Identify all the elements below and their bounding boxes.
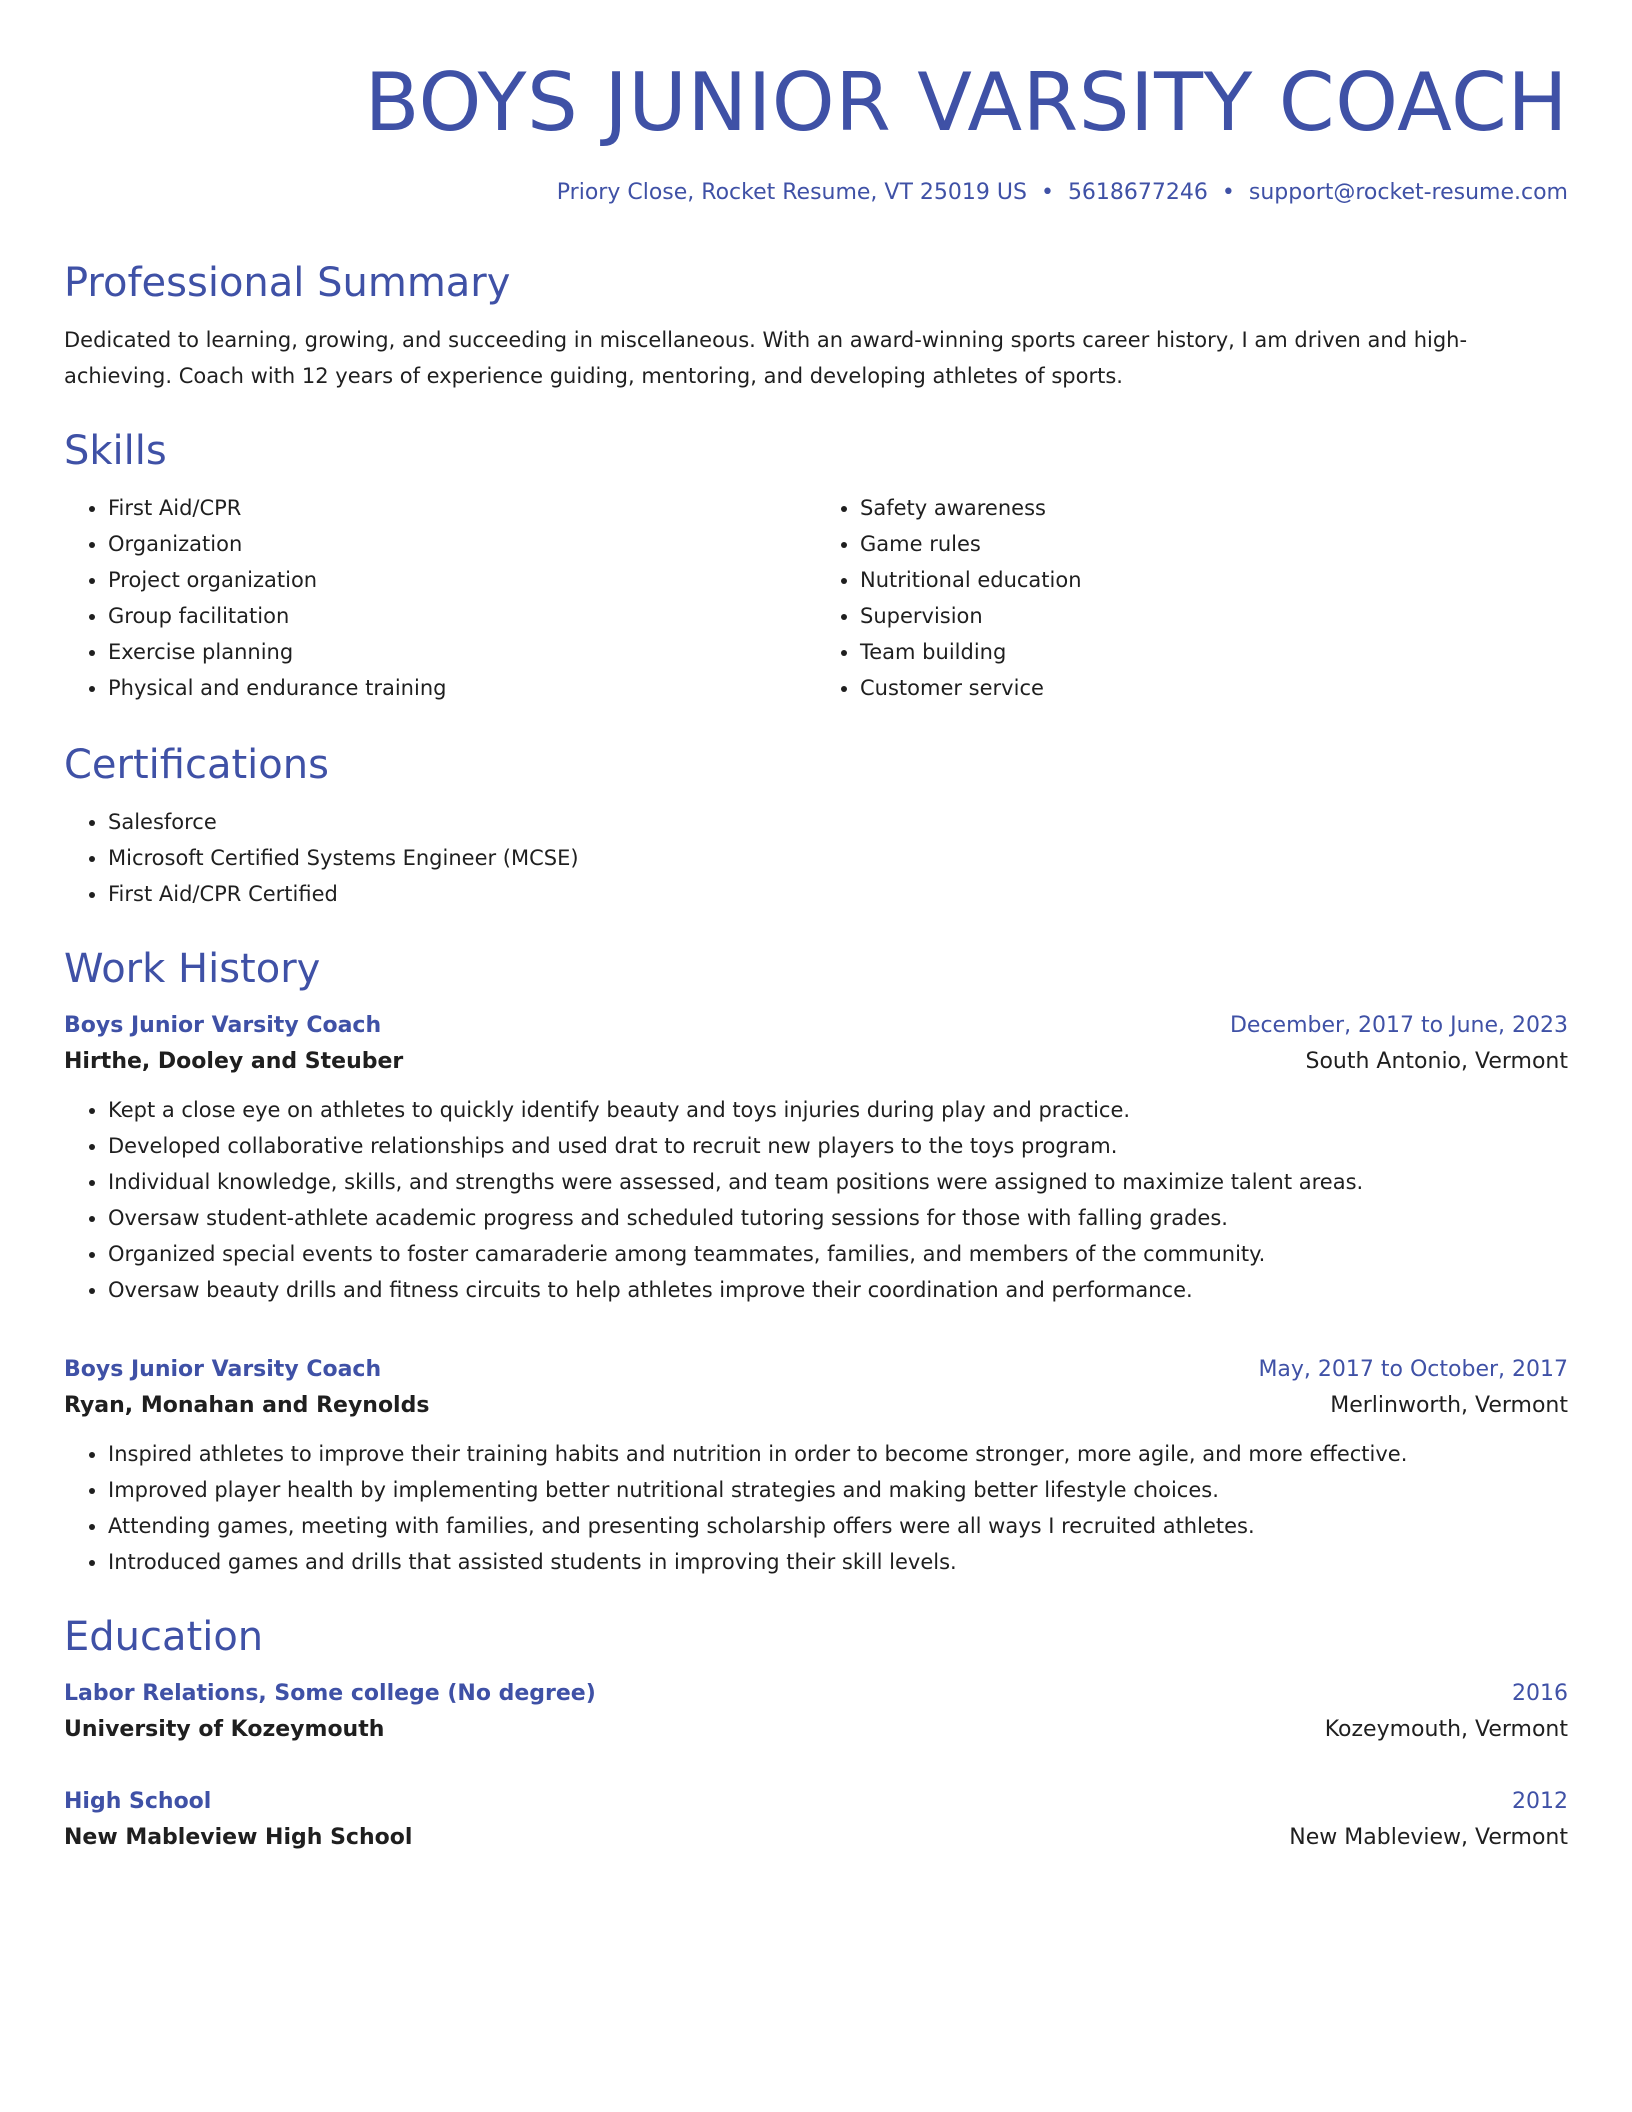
education-location: Kozeymouth, Vermont (1324, 1717, 1568, 1742)
job-location: South Antonio, Vermont (1305, 1049, 1568, 1074)
job-bullet: • Individual knowledge, skills, and strengths were assessed, and team positions were assigned to maximize talent areas. (108, 1164, 1568, 1200)
skill-item: • Exercise planning (108, 634, 816, 670)
education-degree: Labor Relations, Some college (No degree) (64, 1681, 596, 1706)
skills-section (64, 426, 1568, 706)
education-degree-row (64, 1676, 1568, 1712)
skill-item: • First Aid/CPR (108, 490, 816, 526)
resume-header (64, 0, 1568, 208)
skill-item: • Supervision (860, 598, 1568, 634)
job-title-row (64, 1008, 1568, 1044)
skills-columns (64, 490, 1568, 706)
skills-list-left (64, 490, 816, 706)
education-location: New Mableview, Vermont (1289, 1825, 1568, 1850)
contact-address: Priory Close, Rocket Resume, VT 25019 US (556, 180, 1027, 205)
skills-list-right (816, 490, 1568, 706)
skill-item: • Organization (108, 526, 816, 562)
contact-line (64, 178, 1568, 208)
section-heading-education: Education (64, 1614, 264, 1660)
job-title-row (64, 1352, 1568, 1388)
education-school: University of Kozeymouth (64, 1717, 385, 1742)
education-school: New Mableview High School (64, 1825, 413, 1850)
job-company: Hirthe, Dooley and Steuber (64, 1049, 404, 1074)
skill-item: • Group facilitation (108, 598, 816, 634)
section-heading-summary: Professional Summary (64, 260, 511, 306)
job-bullet: • Attending games, meeting with families, and presenting scholarship offers were all ways I recruited athletes. (108, 1508, 1568, 1544)
education-degree-row (64, 1784, 1568, 1820)
skill-item: • Game rules (860, 526, 1568, 562)
candidate-title: BOYS JUNIOR VARSITY COACH (364, 56, 1568, 149)
skill-item: • Project organization (108, 562, 816, 598)
education-section (64, 1612, 1568, 1856)
education-entry (64, 1676, 1568, 1748)
section-heading-skills: Skills (64, 428, 167, 474)
job-bullet: • Oversaw beauty drills and fitness circuits to help athletes improve their coordination and performance. (108, 1272, 1568, 1308)
job-bullets (64, 1436, 1568, 1580)
section-heading-certifications: Certifications (64, 742, 329, 788)
job-bullets (64, 1092, 1568, 1308)
certification-item: • First Aid/CPR Certified (108, 876, 1568, 912)
contact-email: support@rocket-resume.com (1248, 180, 1568, 205)
certifications-section (64, 740, 1568, 912)
job-bullet: • Oversaw student-athlete academic progress and scheduled tutoring sessions for those with falling grades. (108, 1200, 1568, 1236)
job-bullet: • Inspired athletes to improve their training habits and nutrition in order to become stronger, more agile, and more effective. (108, 1436, 1568, 1472)
job-bullet: • Improved player health by implementing better nutritional strategies and making better lifestyle choices. (108, 1472, 1568, 1508)
skill-item: • Team building (860, 634, 1568, 670)
education-year: 2016 (1512, 1681, 1568, 1706)
contact-separator: • (1221, 180, 1235, 205)
summary-text: Dedicated to learning, growing, and succeeding in miscellaneous. With an award-winning sports career history, I am driven and high-achieving. Coach with 12 years of experience guiding, mentoring, and developing athletes of sports. (64, 328, 1468, 388)
job-location: Merlinworth, Vermont (1330, 1393, 1568, 1418)
job-company: Ryan, Monahan and Reynolds (64, 1393, 430, 1418)
education-entry (64, 1784, 1568, 1856)
job-title: Boys Junior Varsity Coach (64, 1013, 382, 1038)
job-bullet: • Kept a close eye on athletes to quickly identify beauty and toys injuries during play and practice. (108, 1092, 1568, 1128)
skill-item: • Customer service (860, 670, 1568, 706)
job-bullet: • Introduced games and drills that assisted students in improving their skill levels. (108, 1544, 1568, 1580)
skill-item: • Physical and endurance training (108, 670, 816, 706)
section-heading-work: Work History (64, 946, 321, 992)
job-company-row (64, 1044, 1568, 1080)
work-history-section (64, 944, 1568, 1580)
contact-separator: • (1040, 180, 1054, 205)
job-company-row (64, 1388, 1568, 1424)
education-degree: High School (64, 1789, 212, 1814)
skill-item: • Safety awareness (860, 490, 1568, 526)
job-entry (64, 1008, 1568, 1308)
certification-item: • Salesforce (108, 804, 1568, 840)
education-year: 2012 (1512, 1789, 1568, 1814)
skill-item: • Nutritional education (860, 562, 1568, 598)
contact-phone: 5618677246 (1067, 180, 1208, 205)
education-school-row (64, 1820, 1568, 1856)
certification-item: • Microsoft Certified Systems Engineer (MCSE) (108, 840, 1568, 876)
job-bullet: • Developed collaborative relationships and used drat to recruit new players to the toys program. (108, 1128, 1568, 1164)
certifications-list (64, 804, 1568, 912)
professional-summary-section (64, 258, 1568, 394)
job-bullet: • Organized special events to foster camaraderie among teammates, families, and members of the community. (108, 1236, 1568, 1272)
education-school-row (64, 1712, 1568, 1748)
job-dates: December, 2017 to June, 2023 (1229, 1013, 1568, 1038)
job-dates: May, 2017 to October, 2017 (1258, 1357, 1568, 1382)
job-title: Boys Junior Varsity Coach (64, 1357, 382, 1382)
job-entry (64, 1352, 1568, 1580)
